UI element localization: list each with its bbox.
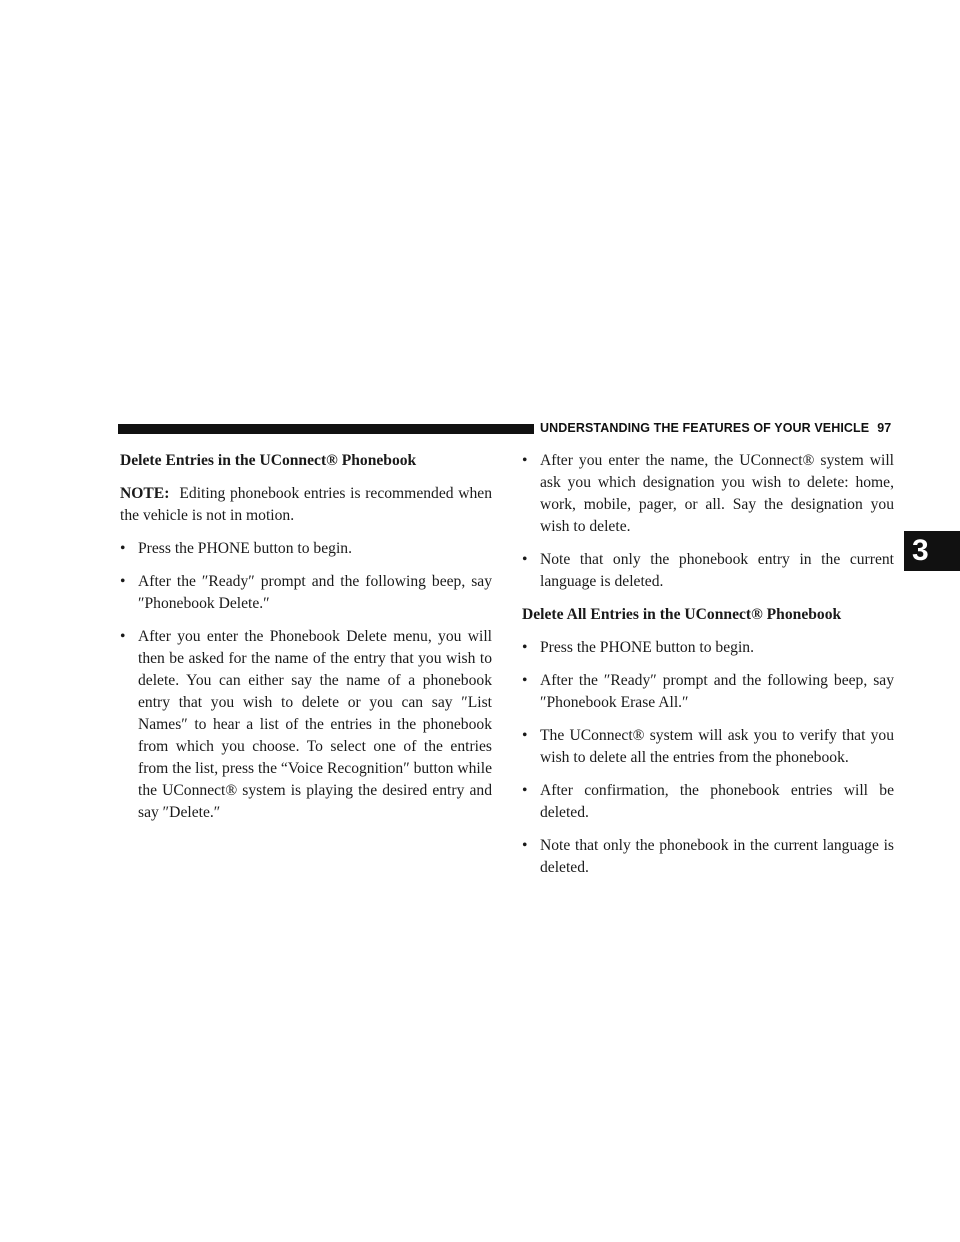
note-paragraph [120, 483, 492, 527]
bullet-icon: • [120, 628, 126, 645]
bullet-list [120, 538, 492, 824]
bullet-icon: • [522, 551, 528, 568]
list-item: • Note that only the phonebook in the current language is deleted. [522, 837, 894, 876]
bullet-icon: • [522, 452, 528, 469]
section-heading-delete-all: Delete All Entries in the UConnect® Phonebook [522, 606, 842, 623]
list-item: • After you enter the name, the UConnect® system will ask you which designation you wish to delete: home, work, mobile, pager, or all. Say the designation you wish to delete. [522, 452, 894, 535]
list-item: • After the ″Ready″ prompt and the following beep, say ″Phonebook Delete.″ [120, 573, 492, 612]
list-item: • After the ″Ready″ prompt and the following beep, say ″Phonebook Erase All.″ [522, 672, 894, 711]
list-item: • Press the PHONE button to begin. [120, 538, 492, 560]
chapter-tab: 3 [904, 531, 960, 571]
header-rule [118, 424, 534, 434]
bullet-icon: • [522, 639, 528, 656]
bullet-list [522, 637, 894, 879]
list-item: • Note that only the phonebook entry in the current language is deleted. [522, 551, 894, 590]
list-item: • The UConnect® system will ask you to verify that you wish to delete all the entries from the phonebook. [522, 727, 894, 766]
section-title: UNDERSTANDING THE FEATURES OF YOUR VEHICLE [540, 421, 870, 435]
bullet-icon: • [522, 782, 528, 799]
page-header [540, 421, 892, 435]
bullet-icon: • [522, 672, 528, 689]
note-text: Editing phonebook entries is recommended when the vehicle is not in motion. [120, 485, 492, 524]
bullet-icon: • [120, 573, 126, 590]
bullet-icon: • [522, 837, 528, 854]
bullet-icon: • [120, 540, 126, 557]
left-column [120, 450, 492, 835]
list-item: • Press the PHONE button to begin. [522, 637, 894, 659]
section-heading-delete-entries: Delete Entries in the UConnect® Phonebook [120, 452, 417, 469]
list-item: • After you enter the Phonebook Delete menu, you will then be asked for the name of the entry that you wish to delete. You can either say the name of a phonebook entry that you wish to delete or you can say ″List Names″ to hear a list of the entries in the phonebook from which you choose. To select one of the entries from the list, press the “Voice Recognition″ button while the UConnect® system is playing the desired entry and say ″Delete.″ [120, 628, 492, 821]
bullet-icon: • [522, 727, 528, 744]
note-label: NOTE: [120, 485, 170, 502]
list-item: • After confirmation, the phonebook entries will be deleted. [522, 782, 894, 821]
page-number: 97 [877, 421, 892, 435]
right-column [522, 450, 894, 890]
bullet-list [522, 450, 894, 593]
